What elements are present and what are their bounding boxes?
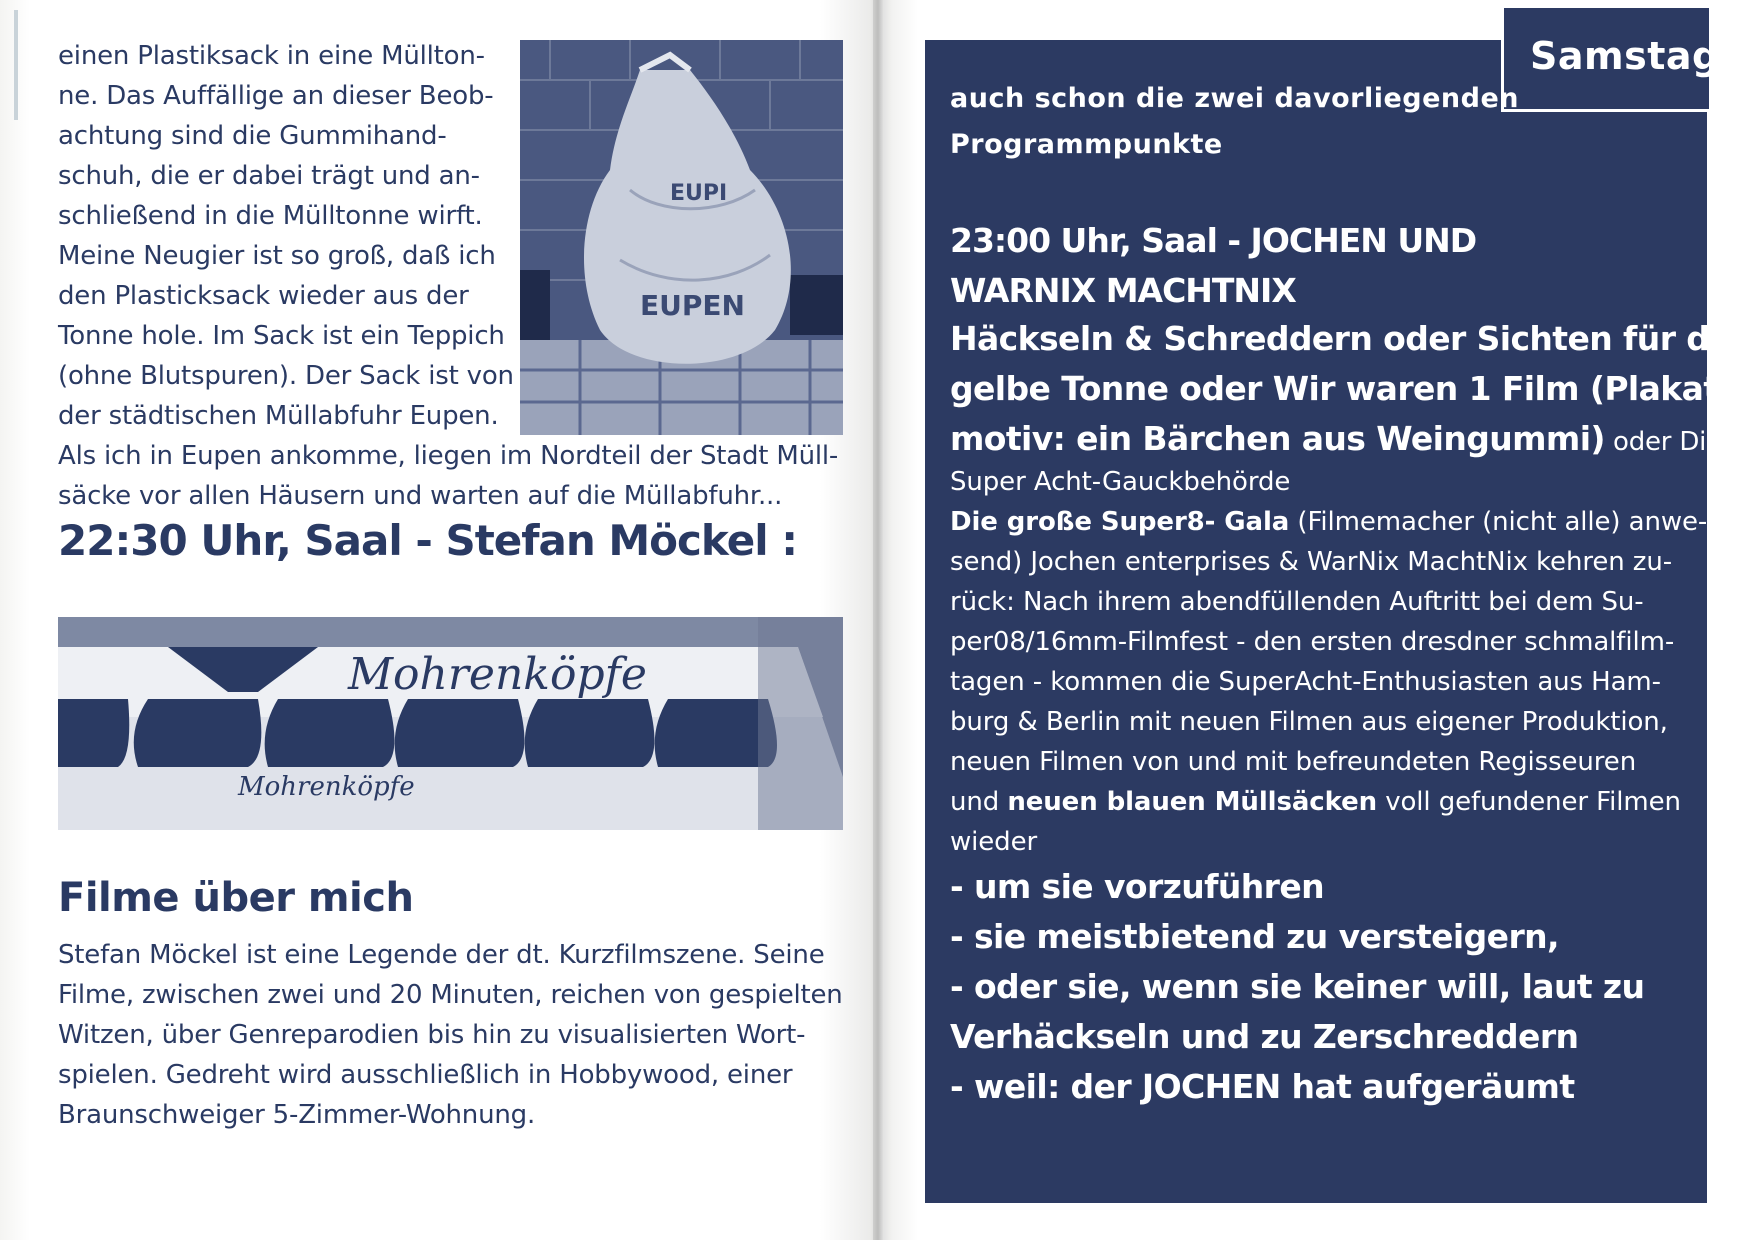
svg-text:Mohrenköpfe: Mohrenköpfe bbox=[348, 649, 647, 700]
text-line: Super Acht-Gauckbehörde bbox=[950, 467, 1291, 497]
text-line: Stefan Möckel ist eine Legende der dt. Kurzfilmszene. Seine bbox=[58, 940, 825, 970]
text-line: Braunschweiger 5-Zimmer-Wohnung. bbox=[58, 1100, 536, 1130]
day-tab bbox=[1501, 8, 1720, 112]
text-line: schuh, die er dabei trägt und an- bbox=[58, 161, 480, 191]
text-line: Häckseln & Schreddern oder Sichten für die bbox=[950, 319, 1742, 358]
list-item: - weil: der JOCHEN hat aufgeräumt bbox=[950, 1067, 1575, 1106]
text-line: auch schon die zwei davorliegenden bbox=[950, 83, 1520, 114]
event-heading-right bbox=[950, 216, 1476, 316]
chocolate-box-photo bbox=[58, 617, 843, 830]
text-line: achtung sind die Gummihand- bbox=[58, 121, 447, 151]
gala-title: Die große Super8- Gala bbox=[950, 507, 1290, 537]
line-pre: und bbox=[950, 787, 1008, 817]
day-tab-label: Samstag bbox=[1530, 34, 1720, 78]
text-line: rück: Nach ihrem abendfüllenden Auftritt bei dem Su- bbox=[950, 587, 1644, 617]
text-line: der städtischen Müllabfuhr Eupen. bbox=[58, 401, 499, 431]
book-gutter bbox=[873, 0, 883, 1240]
svg-text:EUPEN: EUPEN bbox=[640, 289, 745, 322]
text-line: 23:00 Uhr, Saal - JOCHEN UND bbox=[950, 221, 1477, 260]
title-bold-part: motiv: ein Bärchen aus Weingummi) bbox=[950, 419, 1605, 458]
text-line: Tonne hole. Im Sack ist ein Teppich bbox=[58, 321, 505, 351]
text-line: per08/16mm-Filmfest - den ersten dresdner schmalfilm- bbox=[950, 627, 1675, 657]
program-description bbox=[950, 462, 1707, 862]
gala-rest: (Filmemacher (nicht alle) anwe- bbox=[1289, 507, 1708, 537]
text-line: Meine Neugier ist so groß, daß ich bbox=[58, 241, 496, 271]
chocolate-box-illustration bbox=[58, 617, 843, 830]
bio-paragraph bbox=[58, 935, 843, 1135]
text-line bbox=[950, 782, 1707, 822]
text-line: tagen - kommen die SuperAcht-Enthusiasten aus Ham- bbox=[950, 667, 1661, 697]
text-line: burg & Berlin mit neuen Filmen aus eigener Produktion, bbox=[950, 707, 1668, 737]
text-line: Programmpunkte bbox=[950, 129, 1223, 160]
text-line bbox=[950, 414, 1742, 467]
svg-text:EUPI: EUPI bbox=[670, 181, 728, 206]
list-item: - oder sie, wenn sie keiner will, laut zu bbox=[950, 967, 1645, 1006]
intro-text bbox=[950, 76, 1519, 168]
margin-rule bbox=[14, 10, 18, 120]
text-line: ne. Das Auffällige an dieser Beob- bbox=[58, 81, 494, 111]
list-item: - um sie vorzuführen bbox=[950, 867, 1325, 906]
section-heading: Filme über mich bbox=[58, 875, 414, 921]
text-line: Als ich in Eupen ankomme, liegen im Nordteil der Stadt Müll- bbox=[58, 441, 839, 471]
text-line: einen Plastiksack in eine Müllton- bbox=[58, 41, 485, 71]
text-line: den Plasticksack wieder aus der bbox=[58, 281, 469, 311]
text-line: schließend in die Mülltonne wirft. bbox=[58, 201, 483, 231]
line-bold: neuen blauen Müllsäcken bbox=[1007, 787, 1378, 817]
text-line: säcke vor allen Häusern und warten auf die Müllabfuhr... bbox=[58, 481, 783, 511]
event-heading: 22:30 Uhr, Saal - Stefan Möckel : bbox=[58, 516, 798, 565]
list-item: Verhäckseln und zu Zerschreddern bbox=[950, 1017, 1579, 1056]
text-line: gelbe Tonne oder Wir waren 1 Film (Plakat- bbox=[950, 369, 1732, 408]
garbage-bag-illustration bbox=[520, 40, 843, 435]
story-paragraph bbox=[58, 36, 514, 436]
text-line: WARNIX MACHTNIX bbox=[950, 271, 1296, 310]
text-line: neuen Filmen von und mit befreundeten Regisseuren bbox=[950, 747, 1637, 777]
svg-text:Mohrenköpfe: Mohrenköpfe bbox=[238, 772, 415, 802]
text-line: (ohne Blutspuren). Der Sack ist von bbox=[58, 361, 514, 391]
text-line: Filme, zwischen zwei und 20 Minuten, reichen von gespielten bbox=[58, 980, 843, 1010]
text-line: spielen. Gedreht wird ausschließlich in Hobbywood, einer bbox=[58, 1060, 793, 1090]
list-item: - sie meistbietend zu versteigern, bbox=[950, 917, 1559, 956]
text-line: Witzen, über Genreparodien bis hin zu visualisierten Wort- bbox=[58, 1020, 806, 1050]
program-list bbox=[950, 862, 1644, 1112]
text-line: wieder bbox=[950, 827, 1038, 857]
garbage-bag-photo bbox=[520, 40, 843, 435]
story-paragraph-tail bbox=[58, 436, 843, 516]
line-post: voll gefundener Filmen bbox=[1377, 787, 1681, 817]
text-line: send) Jochen enterprises & WarNix MachtNix kehren zu- bbox=[950, 547, 1673, 577]
title-tail: oder Die bbox=[1604, 427, 1722, 457]
program-title bbox=[950, 314, 1742, 467]
text-line bbox=[950, 502, 1707, 542]
